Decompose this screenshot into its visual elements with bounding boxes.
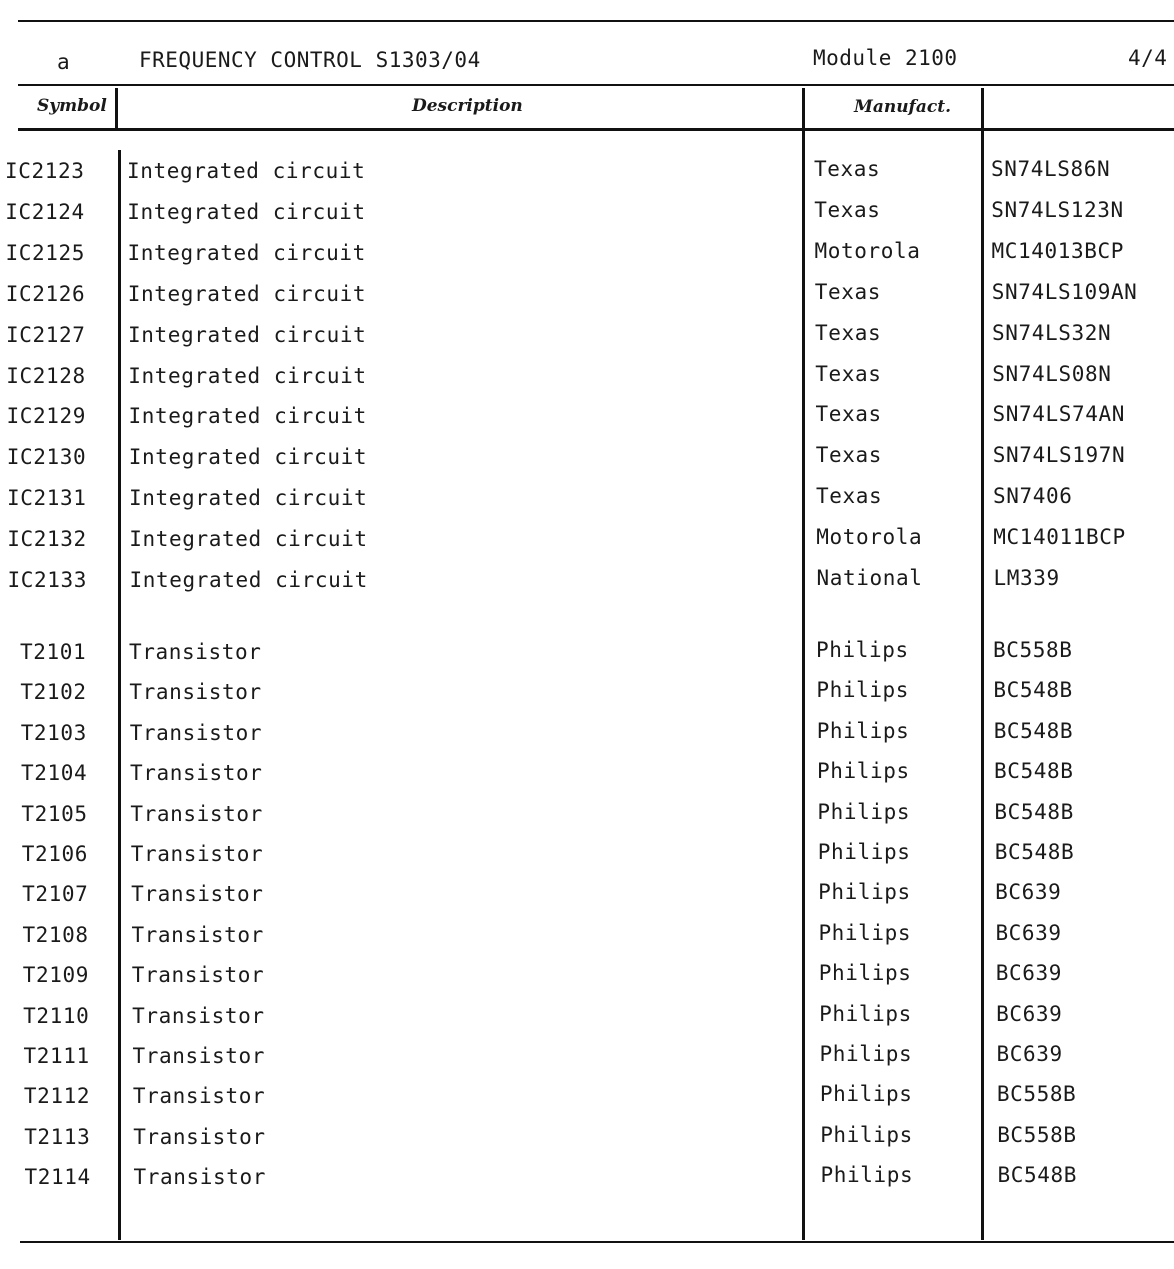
cell-description: Integrated circuit — [129, 568, 368, 592]
cell-description: Integrated circuit — [128, 363, 367, 388]
cell-description: Integrated circuit — [128, 404, 367, 429]
cell-manufacturer: Philips — [818, 880, 911, 905]
cell-description: Integrated circuit — [128, 445, 368, 470]
cell-manufacturer: Texas — [814, 197, 881, 222]
cell-symbol: T2112 — [23, 1084, 91, 1109]
header-rule — [18, 84, 1174, 86]
cell-part: BC558B — [996, 1082, 1077, 1107]
cell-symbol: IC2127 — [6, 322, 86, 347]
cell-description: Integrated circuit — [127, 240, 366, 265]
cell-description: Integrated circuit — [129, 527, 368, 552]
cell-manufacturer: Philips — [817, 759, 910, 784]
cell-part: BC548B — [997, 1163, 1078, 1188]
cell-part: SN74LS32N — [992, 320, 1112, 345]
cell-symbol: IC2131 — [7, 486, 87, 511]
cell-description: Transistor — [130, 842, 264, 866]
cell-symbol: IC2124 — [5, 199, 85, 224]
cell-description: Transistor — [133, 1124, 266, 1149]
cell-manufacturer: Philips — [819, 1001, 912, 1026]
column-header-description: Description — [412, 96, 523, 116]
column-divider-symbol — [115, 88, 118, 130]
bottom-rule — [20, 1241, 1174, 1243]
cell-symbol: T2109 — [22, 963, 90, 988]
cell-part: BC639 — [996, 1001, 1063, 1026]
cell-manufacturer: Texas — [815, 402, 882, 427]
cell-part: BC548B — [994, 759, 1074, 784]
cell-symbol: IC2129 — [6, 404, 86, 429]
cell-symbol: IC2133 — [7, 568, 87, 592]
cell-part: SN74LS74AN — [992, 402, 1125, 427]
cell-manufacturer: Philips — [819, 1042, 913, 1066]
cell-part: BC558B — [993, 638, 1073, 662]
cell-part: BC558B — [997, 1122, 1077, 1147]
cell-part: SN74LS123N — [991, 197, 1124, 222]
cell-part: BC548B — [993, 718, 1074, 743]
cell-part: SN74LS08N — [992, 361, 1112, 386]
cell-description: Transistor — [133, 1165, 266, 1190]
cell-part: BC639 — [995, 880, 1062, 905]
cell-manufacturer: Philips — [820, 1163, 914, 1188]
cell-part: LM339 — [993, 566, 1060, 590]
cell-manufacturer: Philips — [816, 718, 910, 743]
cell-manufacturer: Texas — [816, 484, 883, 509]
cell-symbol: T2103 — [20, 720, 87, 745]
cell-symbol: IC2128 — [6, 363, 86, 388]
cell-description: Transistor — [132, 1044, 265, 1068]
cell-description: Transistor — [131, 922, 264, 947]
cell-description: Transistor — [130, 801, 263, 826]
cell-manufacturer: Texas — [815, 361, 882, 386]
cell-part: MC14011BCP — [993, 525, 1126, 550]
cell-part: BC548B — [993, 678, 1073, 703]
cell-part: BC548B — [994, 799, 1074, 824]
cell-part: BC639 — [995, 920, 1062, 945]
cell-description: Integrated circuit — [128, 322, 367, 347]
top-rule — [18, 20, 1174, 22]
cell-manufacturer: Texas — [814, 157, 881, 181]
cell-description: Transistor — [130, 761, 263, 786]
cell-description: Transistor — [129, 640, 262, 664]
cell-description: Transistor — [131, 882, 264, 907]
cell-manufacturer: Motorola — [816, 525, 923, 550]
cell-symbol: T2108 — [22, 922, 89, 947]
cell-symbol: T2113 — [24, 1124, 91, 1149]
column-header-rule — [18, 128, 1174, 131]
column-header-symbol: Symbol — [37, 96, 107, 116]
cell-symbol: T2110 — [23, 1003, 90, 1028]
cell-part: MC14013BCP — [991, 238, 1124, 263]
cell-manufacturer: Philips — [818, 920, 912, 945]
cell-description: Transistor — [131, 963, 265, 988]
column-divider-part — [981, 88, 984, 1240]
module-label: Module 2100 — [813, 46, 958, 70]
cell-part: SN74LS109AN — [991, 279, 1138, 304]
cell-symbol: T2114 — [24, 1165, 91, 1190]
cell-manufacturer: Philips — [817, 840, 911, 864]
column-divider-description — [118, 150, 121, 1240]
cell-symbol: T2101 — [20, 640, 87, 664]
cell-symbol: T2106 — [21, 842, 88, 866]
cell-part: SN74LS197N — [992, 443, 1126, 468]
cell-symbol: IC2125 — [5, 240, 85, 265]
cell-part: BC639 — [996, 1042, 1063, 1066]
cell-part: SN74LS86N — [991, 157, 1111, 181]
cell-manufacturer: Philips — [817, 799, 911, 824]
cell-symbol: T2105 — [21, 801, 88, 826]
cell-manufacturer: Philips — [818, 961, 912, 986]
column-header-manufacturer: Manufact. — [854, 97, 952, 117]
cell-description: Transistor — [132, 1003, 265, 1028]
cell-symbol: T2104 — [21, 761, 88, 786]
cell-manufacturer: Texas — [815, 320, 882, 345]
page-number: 4/4 — [1128, 46, 1168, 70]
cell-manufacturer: Philips — [816, 678, 910, 703]
cell-part: BC548B — [994, 840, 1075, 864]
cell-symbol: IC2126 — [5, 281, 86, 306]
cell-description: Integrated circuit — [127, 199, 366, 224]
cell-manufacturer: Texas — [814, 279, 881, 304]
column-divider-manufacturer — [802, 88, 805, 1240]
cell-manufacturer: Philips — [816, 638, 909, 662]
cell-manufacturer: Philips — [820, 1122, 913, 1147]
cell-part: SN7406 — [993, 484, 1073, 509]
cell-manufacturer: National — [816, 566, 923, 590]
cell-manufacturer: Philips — [819, 1082, 913, 1107]
cell-symbol: IC2130 — [6, 445, 87, 470]
cell-symbol: T2107 — [22, 882, 89, 907]
cell-symbol: T2102 — [20, 680, 87, 705]
cell-description: Integrated circuit — [129, 486, 368, 511]
section-letter: a — [57, 50, 71, 74]
cell-part: BC639 — [995, 961, 1063, 986]
cell-symbol: IC2132 — [7, 527, 87, 552]
page-title: FREQUENCY CONTROL S1303/04 — [139, 48, 481, 72]
cell-description: Integrated circuit — [127, 281, 367, 306]
cell-description: Transistor — [129, 680, 262, 705]
cell-description: Transistor — [132, 1084, 266, 1109]
cell-manufacturer: Motorola — [814, 238, 921, 263]
cell-description: Transistor — [129, 720, 263, 745]
cell-description: Integrated circuit — [127, 159, 366, 183]
cell-manufacturer: Texas — [815, 443, 882, 468]
cell-symbol: IC2123 — [5, 159, 85, 183]
cell-symbol: T2111 — [23, 1044, 90, 1068]
